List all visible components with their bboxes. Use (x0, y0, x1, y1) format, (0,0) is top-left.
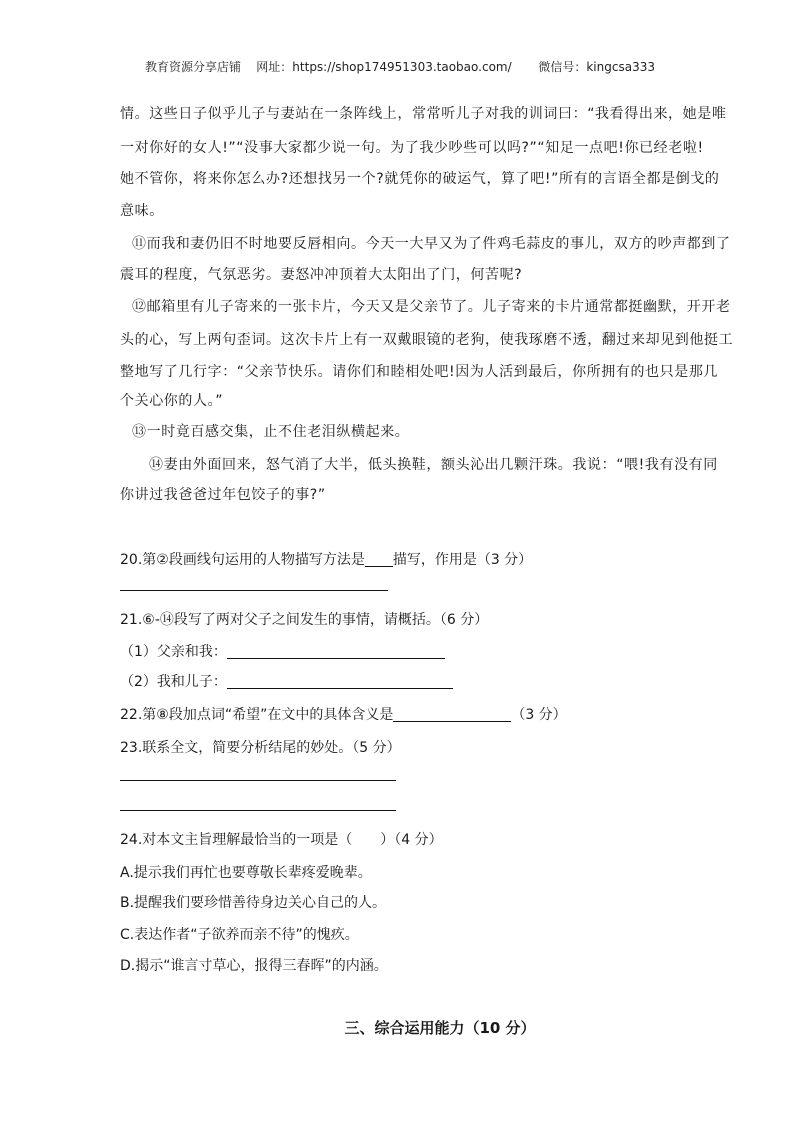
passage-line: 个关心你的人。” (120, 393, 224, 409)
question-20-text-end: 描写，作用是（3 分） (392, 552, 533, 568)
question-21-part-1 (120, 641, 445, 661)
option-c[interactable]: C.表达作者“子欲养而亲不待”的愧疚。 (120, 927, 359, 943)
question-22-text: 22.第⑧段加点词“希望”在文中的具体含义是 (120, 707, 394, 723)
section-heading: 三、综合运用能力（10 分） (344, 1019, 536, 1037)
passage-line: ⑪而我和妻仍旧不时地要反唇相向。今天一大早又为了件鸡毛蒜皮的事儿，双方的吵声都到了 (132, 236, 731, 252)
answer-blank[interactable] (393, 705, 511, 722)
page-header (0, 58, 800, 75)
passage-line: 情。这些日子似乎儿子与妻站在一条阵线上，常常听儿子对我的训词曰：“我看得出来，她是唯 (120, 106, 727, 122)
passage-line: ⑬一时竟百感交集，止不住老泪纵横起来。 (132, 424, 410, 440)
question-24-stem: 24.对本文主旨理解最恰当的一项是（ ）（4 分） (120, 832, 443, 848)
answer-line[interactable] (120, 780, 396, 781)
wechat-id: 微信号：kingcsa333 (538, 60, 655, 74)
passage-line: ⑫邮箱里有儿子寄来的一张卡片，今天又是父亲节了。儿子寄来的卡片通常都挺幽默，开开老 (132, 299, 731, 315)
answer-blank[interactable] (365, 550, 393, 567)
passage-line: 一对你好的女人!”“没事大家都少说一句。为了我少吵些可以吗?”“知足一点吧!你已经老啦! (120, 140, 704, 156)
option-d[interactable]: D.揭示“谁言寸草心，报得三春晖”的内涵。 (120, 958, 388, 974)
question-20 (120, 549, 532, 569)
shop-name: 教育资源分享店铺 (145, 60, 242, 74)
passage-line: 意味。 (120, 203, 164, 219)
question-21-part-2 (120, 671, 453, 691)
answer-blank[interactable] (227, 642, 445, 659)
question-20-text: 20.第②段画线句运用的人物描写方法是 (120, 552, 365, 568)
option-a[interactable]: A.提示我们再忙也要尊敬长辈疼爱晚辈。 (120, 865, 372, 881)
passage-line: 她不管你，将来你怎么办?还想找另一个?就凭你的破运气，算了吧!”所有的言语全都是倒戈的 (120, 171, 720, 187)
option-b[interactable]: B.提醒我们要珍惜善待身边关心自己的人。 (120, 895, 387, 911)
question-21-stem: 21.⑥-⑭段写了两对父子之间发生的事情，请概括。（6 分） (120, 612, 489, 628)
passage-line: 你讲过我爸爸过年包饺子的事?” (120, 487, 326, 503)
question-21-sub1-label: （1）父亲和我： (120, 644, 227, 660)
answer-line[interactable] (120, 590, 388, 591)
question-23-stem: 23.联系全文，简要分析结尾的妙处。（5 分） (120, 740, 401, 756)
shop-url[interactable]: 网址：https://shop174951303.taobao.com/ (256, 60, 512, 74)
passage-line: ⑭妻由外面回来，怒气消了大半，低头换鞋，额头沁出几颗汗珠。我说：“喂!我有没有同 (149, 457, 718, 473)
question-22 (120, 704, 567, 724)
question-22-text-end: （3 分） (511, 707, 567, 723)
passage-line: 整地写了几行字：“父亲节快乐。请你们和睦相处吧!因为人活到最后，你所拥有的也只是那几 (120, 364, 719, 380)
answer-blank[interactable] (227, 672, 453, 689)
answer-line[interactable] (120, 810, 396, 811)
question-21-sub2-label: （2）我和儿子： (120, 674, 227, 690)
passage-line: 头的心，写上两句歪词。这次卡片上有一双戴眼镜的老狗，使我琢磨不透，翻过来却见到他挺工 (120, 332, 734, 348)
passage-line: 震耳的程度，气氛恶劣。妻怒冲冲顶着大太阳出了门，何苦呢? (120, 267, 523, 283)
